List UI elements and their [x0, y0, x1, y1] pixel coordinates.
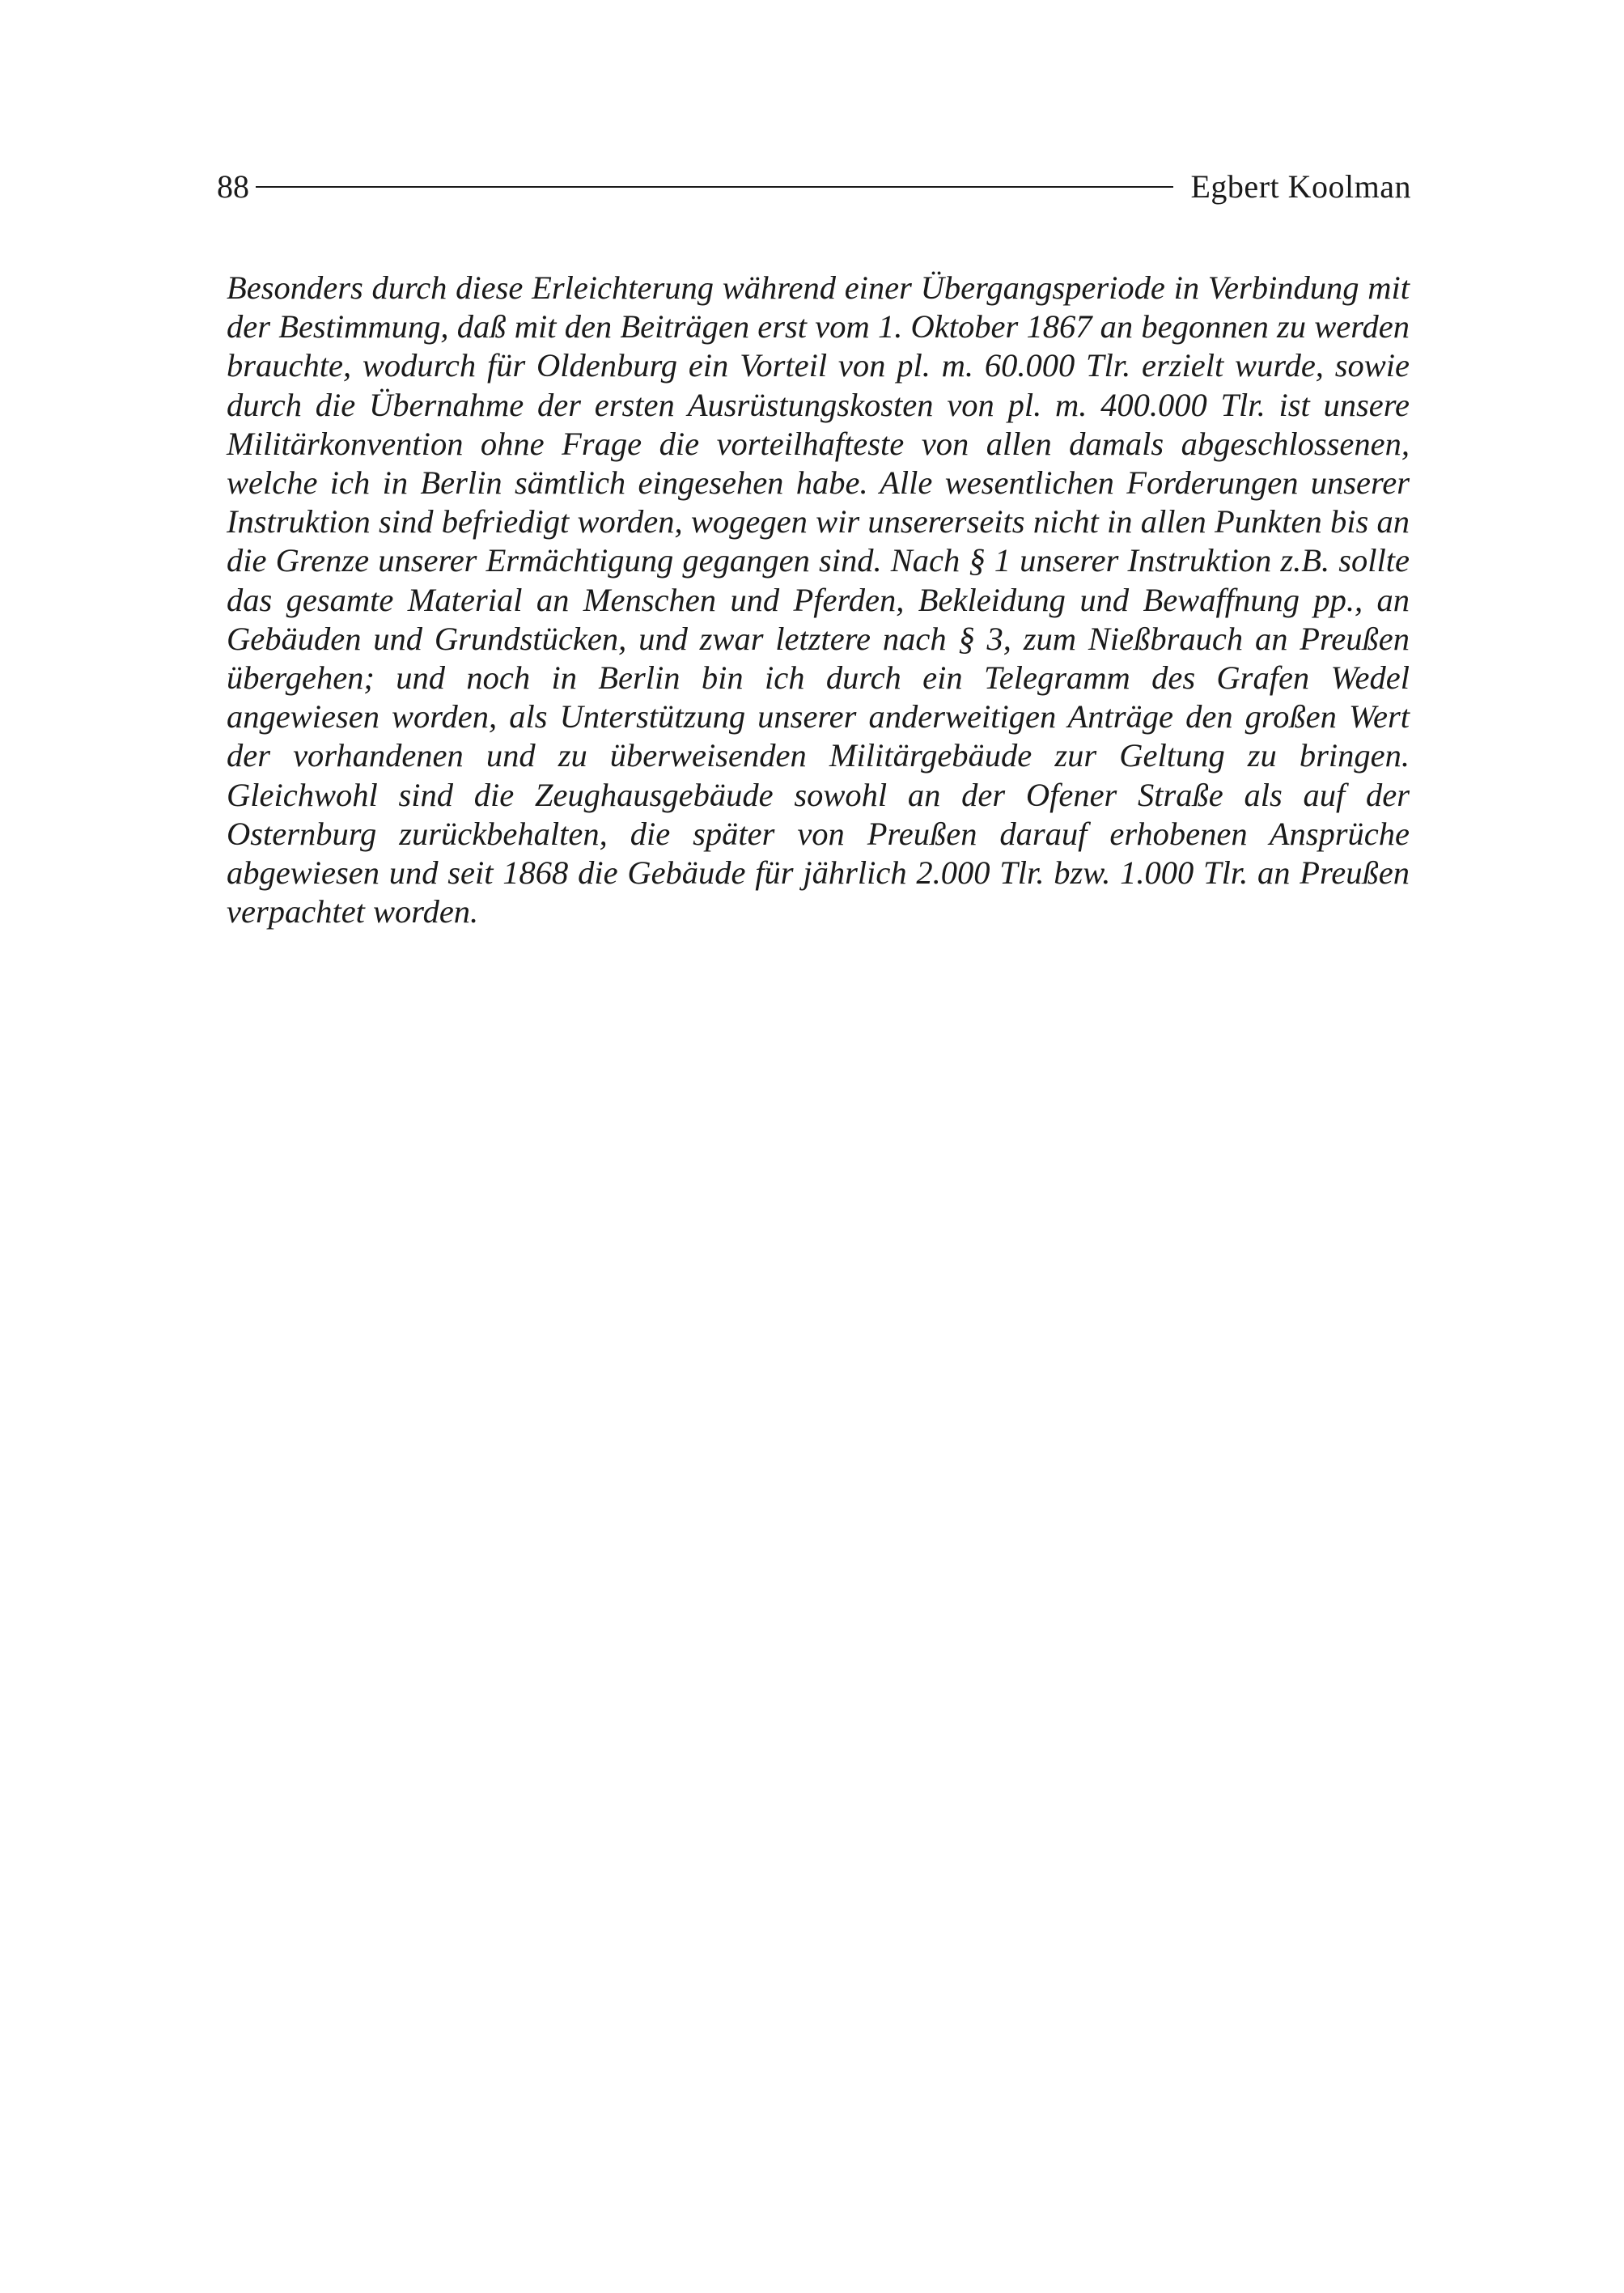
running-head: [217, 167, 1411, 207]
header-rule: [256, 186, 1173, 188]
body-paragraph: Besonders durch diese Erleichterung während einer Übergangsperiode in Verbindung mit der Bestimmung, daß mit den Beiträgen erst vom 1. Oktober 1867 an begonnen zu werden brauchte, wodurch für Oldenburg ein Vorteil von pl. m. 60.000 Tlr. erzielt wurde, sowie durch die Übernahme der ersten Ausrüstungskosten von pl. m. 400.000 Tlr. ist unsere Militärkonvention ohne Frage die vorteilhafteste von allen damals abgeschlossenen, welche ich in Berlin sämtlich eingesehen habe. Alle wesentlichen Forderungen unserer Instruktion sind befriedigt worden, wogegen wir unsererseits nicht in allen Punkten bis an die Grenze unserer Ermächtigung gegangen sind. Nach § 1 unserer Instruktion z.B. sollte das gesamte Material an Menschen und Pferden, Bekleidung und Bewaffnung pp., an Gebäuden und Grundstücken, und zwar letztere nach § 3, zum Nießbrauch an Preußen übergehen; und noch in Berlin bin ich durch ein Telegramm des Grafen Wedel angewiesen worden, als Unterstützung unserer anderweitigen Anträge den großen Wert der vorhandenen und zu überweisenden Militärgebäude zur Geltung zu bringen. Gleichwohl sind die Zeughausgebäude sowohl an der Ofener Straße als auf der Osternburg zurückbehalten, die später von Preußen darauf erhobenen Ansprüche abgewiesen und seit 1868 die Gebäude für jährlich 2.000 Tlr. bzw. 1.000 Tlr. an Preußen verpachtet worden.: [227, 269, 1410, 930]
page-number: 88: [217, 168, 249, 205]
running-head-author: Egbert Koolman: [1190, 168, 1411, 205]
